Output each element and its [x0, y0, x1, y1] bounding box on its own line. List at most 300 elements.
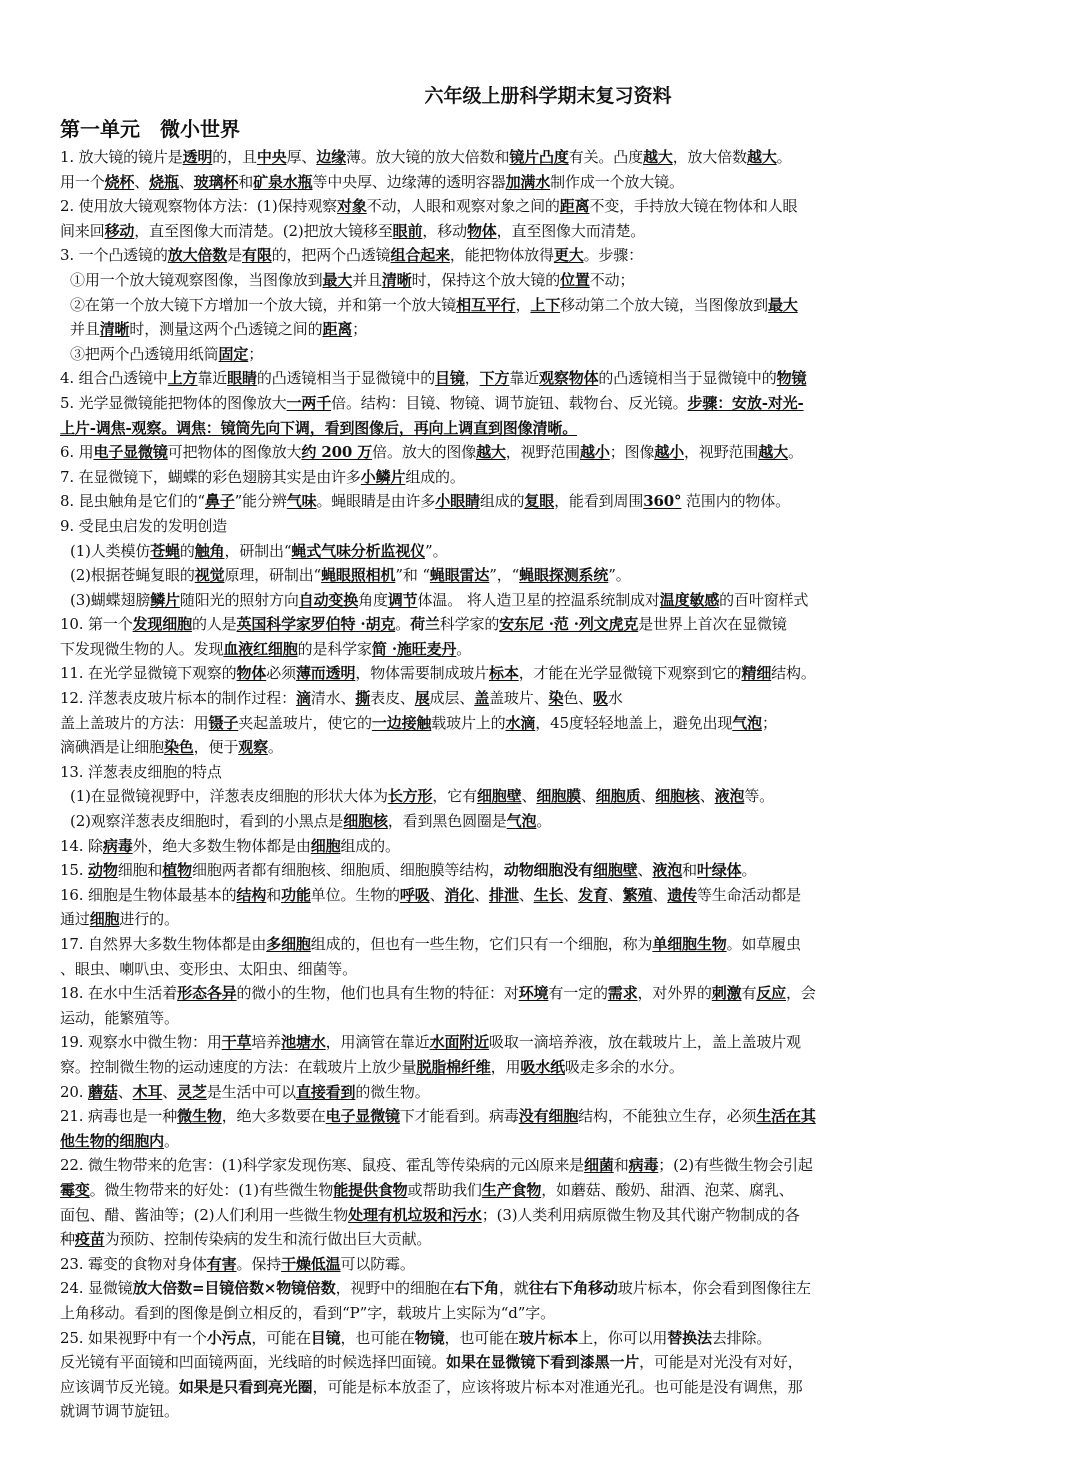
text-segment: ，可能是对光没有对好，	[639, 1353, 803, 1372]
text-segment: 是生活中可以	[206, 1082, 296, 1101]
keyword: 气泡	[506, 812, 537, 831]
keyword: 清晰	[99, 320, 130, 339]
text-line	[60, 1350, 1036, 1375]
keyword: 染色	[163, 738, 194, 757]
text-segment: 。	[536, 812, 552, 831]
text-segment: 3. 一个凸透镜的	[60, 246, 168, 265]
keyword: 观察	[238, 738, 268, 757]
keyword: 蝇式气味分析监视仪	[291, 541, 426, 560]
keyword: 镜片凸度	[509, 148, 569, 166]
text-line	[60, 563, 1036, 588]
keyword: 反应	[756, 984, 787, 1003]
text-line	[60, 391, 1036, 416]
text-segment: 18. 在水中生活着	[60, 984, 178, 1003]
text-line	[60, 1006, 1036, 1031]
keyword: 薄而透明	[295, 664, 356, 683]
text-segment: (1)在显微镜视野中，洋葱表皮细胞的形状大体为	[70, 787, 388, 806]
keyword: 展	[414, 689, 430, 708]
keyword: 苍蝇	[150, 541, 180, 560]
text-segment: 玻片标本，你会看到图像往左	[617, 1279, 811, 1298]
keyword: 物体	[236, 664, 267, 683]
keyword: 气泡	[732, 713, 762, 732]
text-segment: 15.	[60, 861, 89, 880]
keyword: 脱脂棉纤维	[416, 1057, 491, 1076]
text-segment: 右下角	[454, 1279, 499, 1298]
keyword: 生长	[533, 885, 564, 904]
keyword: 加满水	[505, 172, 551, 191]
text-segment: 25. 如果视野中有一个	[60, 1328, 207, 1347]
keyword: 单细胞生物	[652, 935, 727, 953]
text-segment: 11. 在光学显微镜下观察的	[60, 664, 237, 683]
text-segment: 的凸透镜相当于显微镜中的	[598, 369, 777, 388]
keyword: 细胞壁	[476, 787, 522, 806]
text-segment: ，可能是标本放歪了，应该将玻片标本对准通光孔。也可能是没有调焦，那	[312, 1377, 803, 1396]
text-segment: 如果在显微镜下看到漆黑一片	[446, 1353, 640, 1372]
text-line	[60, 1399, 1036, 1424]
text-segment: ，绝大多数要在	[221, 1107, 326, 1126]
text-segment: 组成的	[479, 492, 525, 511]
text-segment: ”。	[425, 541, 448, 560]
text-segment: 科学家的	[439, 615, 500, 634]
text-segment: ，视野范围	[505, 443, 581, 462]
text-segment: (2)根据苍蝇复眼的	[70, 566, 195, 585]
text-segment: 或帮助我们	[407, 1180, 482, 1199]
text-segment: 吸走多余的水分。	[564, 1057, 684, 1076]
text-line	[60, 711, 1036, 736]
text-line	[60, 268, 1036, 293]
keyword: 相互平行	[456, 295, 516, 314]
keyword: 细菌	[584, 1156, 614, 1175]
text-segment: 用一个	[60, 172, 105, 191]
text-segment: 。微生物带来的好处：(1)有些微生物	[89, 1180, 334, 1199]
text-segment: ”和 “	[395, 566, 430, 585]
keyword: 细胞膜	[536, 787, 581, 806]
keyword: 固定	[218, 344, 249, 363]
text-segment: ，研制出“	[224, 541, 292, 560]
keyword: 放大倍数	[167, 246, 228, 265]
keyword: 蘑菇	[88, 1082, 118, 1101]
keyword: 生产食物	[481, 1180, 542, 1199]
text-line	[60, 1104, 1036, 1129]
text-segment: 6. 用	[60, 443, 94, 462]
text-segment: 物镜	[414, 1328, 445, 1347]
keyword: 处理有机垃圾和污水	[348, 1205, 482, 1224]
text-segment: ，	[515, 295, 531, 314]
keyword: 距离	[322, 320, 353, 339]
keyword: 更大	[553, 246, 584, 265]
keyword: 位置	[560, 270, 590, 289]
text-segment: 可以防霉。	[340, 1254, 415, 1273]
text-segment: ，它有	[432, 787, 477, 806]
text-segment: ”，“	[489, 566, 520, 585]
text-segment: 原理，研制出“	[224, 566, 322, 585]
keyword: 简 ·施旺麦丹	[371, 639, 457, 658]
text-segment: ”。	[608, 566, 631, 585]
text-line	[60, 194, 1036, 219]
text-segment: 、	[117, 1082, 133, 1101]
text-segment: 细胞两者都有细胞核、细胞质、细胞膜等结构，	[192, 861, 504, 880]
keyword: 矿泉水瓶	[253, 172, 313, 191]
text-segment: 外，绝大多数生物体都是由	[132, 836, 311, 855]
text-segment: ，能把物体放得	[449, 246, 554, 265]
text-line	[60, 1252, 1036, 1277]
text-segment: 盖玻片、	[489, 689, 549, 708]
text-line	[60, 1055, 1036, 1080]
keyword: 小眼睛	[435, 492, 480, 511]
text-segment: 下发现微生物的人。发现	[60, 639, 224, 658]
text-line	[60, 366, 1036, 391]
keyword: 鳞片	[150, 590, 180, 609]
text-segment: (1)人类模仿	[70, 541, 151, 560]
text-segment: 往右下角移动	[528, 1279, 618, 1298]
text-segment: 角度	[358, 590, 388, 609]
keyword: 标本	[489, 664, 519, 683]
keyword: 结构	[236, 885, 267, 904]
text-segment: 培养	[251, 1033, 282, 1052]
text-segment: ，用	[490, 1057, 521, 1076]
keyword: 英国科学家罗伯特 ·胡克	[236, 615, 396, 634]
text-segment: 组成的。	[405, 467, 465, 486]
text-line	[60, 1129, 1036, 1154]
keyword: 病毒	[628, 1156, 659, 1175]
text-segment: 、	[640, 787, 656, 806]
text-segment: 清水、	[310, 689, 356, 708]
keyword: 眼睛	[227, 369, 257, 388]
text-segment: 如果是只看到亮光圈	[178, 1377, 313, 1396]
keyword: 木耳	[132, 1082, 163, 1101]
text-segment: 随阳光的照射方向	[179, 590, 299, 609]
keyword: 移动	[104, 221, 135, 240]
text-segment: 体温。 将人造卫星的控温系统制成对	[417, 590, 660, 609]
text-segment: 小污点	[206, 1328, 252, 1347]
text-segment: 。	[456, 639, 472, 658]
text-segment: 结构，不能独立生存，必须	[578, 1107, 757, 1126]
keyword: 360°	[643, 492, 682, 511]
keyword: 蝇眼探测系统	[519, 566, 609, 585]
keyword: 物镜	[776, 369, 807, 388]
keyword: 消化	[444, 885, 475, 904]
text-segment: ，才能在光学显微镜下观察到它的	[518, 664, 742, 683]
keyword: 液泡	[652, 861, 683, 880]
keyword: 一两千	[286, 393, 332, 412]
keyword: 组合起来	[390, 246, 450, 265]
text-segment: ；(3)人类利用病原微生物及其代谢产物制成的各	[481, 1205, 800, 1224]
text-line	[60, 981, 1036, 1006]
keyword: 越大	[643, 148, 673, 166]
text-segment: 种	[60, 1230, 75, 1249]
text-segment: ，用滴管在靠近	[325, 1033, 430, 1052]
text-segment: 成层、	[429, 689, 475, 708]
text-segment: 。如草履虫	[726, 935, 801, 953]
text-segment: 22. 微生物带来的危害：(1)科学家发现伤寒、鼠疫、霍乱等传染病的元凶原来是	[60, 1156, 585, 1175]
text-segment: 17. 自然界大多数生物体都是由	[60, 935, 267, 953]
text-segment: 的百叶窗样式	[719, 590, 809, 609]
text-segment: 的是科学家	[297, 639, 372, 658]
text-segment: ，直至图像大而清楚。	[496, 221, 646, 240]
keyword: 刺激	[711, 984, 742, 1003]
keyword: 植物	[162, 861, 192, 880]
text-line	[60, 957, 1036, 982]
keyword: 自动变换	[298, 590, 359, 609]
text-segment: 23. 霉变的食物对身体	[60, 1254, 207, 1273]
text-segment: 16. 细胞是生物体最基本的	[60, 885, 237, 904]
text-segment: 就调节调节旋钮。	[60, 1402, 179, 1421]
text-segment: ，可能在	[251, 1328, 311, 1347]
text-line	[60, 907, 1036, 932]
text-segment: 10. 第一个	[60, 615, 133, 634]
keyword: 液泡	[714, 787, 745, 806]
text-segment: 的凸透镜相当于显微镜中的	[256, 369, 436, 388]
keyword: 呼吸	[399, 885, 430, 904]
text-segment: 、	[699, 787, 715, 806]
keyword: 越大	[746, 148, 777, 166]
text-segment: 不变，手持放大镜在物体和人眼	[589, 197, 798, 216]
keyword: 细胞核	[655, 787, 700, 806]
text-segment: 应该调节反光镜。	[60, 1377, 179, 1396]
text-segment: 、	[637, 861, 653, 880]
keyword: 有害	[206, 1254, 237, 1273]
text-segment: 不动；	[589, 270, 635, 289]
text-segment: 、眼虫、喇叭虫、变形虫、太阳虫、细菌等。	[60, 959, 358, 978]
keyword: 长方形	[387, 787, 433, 806]
text-segment: 并且	[70, 320, 100, 339]
keyword: 烧瓶	[149, 172, 179, 191]
text-segment: ；	[248, 344, 264, 363]
keyword: 细胞壁	[592, 861, 638, 880]
text-line	[60, 1326, 1036, 1351]
text-segment: 、	[607, 885, 623, 904]
keyword: 吸水纸	[520, 1057, 565, 1076]
keyword: 安东尼 ·范 ·列文虎克	[499, 615, 639, 634]
text-segment: 载玻片上的	[431, 713, 506, 732]
text-segment: 上，你可以用	[578, 1328, 668, 1347]
keyword: 越小	[580, 443, 610, 462]
text-segment: 。	[741, 861, 757, 880]
keyword: 越小	[654, 443, 685, 462]
text-segment: 夹起盖玻片，使它的	[238, 713, 372, 732]
text-segment: 14. 除	[60, 836, 103, 855]
text-line	[60, 735, 1036, 760]
text-segment: 和	[238, 172, 254, 191]
text-segment: 。	[267, 738, 283, 757]
text-segment: 、	[429, 885, 445, 904]
text-line	[60, 293, 1036, 318]
text-line	[60, 489, 1036, 514]
text-segment: 通过	[60, 910, 90, 929]
keyword: 观察物体	[539, 369, 599, 388]
text-segment: 去排除。	[711, 1328, 772, 1347]
text-segment: ，直至图像大而清楚。(2)把放大镜移至	[134, 221, 393, 240]
keyword: 撕	[355, 689, 371, 708]
text-segment: 时，测量这两个凸透镜之间的	[129, 320, 323, 339]
keyword: 有限	[242, 246, 272, 265]
text-line	[60, 1080, 1036, 1105]
text-segment: 2. 使用放大镜观察物体方法：(1)保持观察	[60, 197, 338, 216]
text-segment: 下才能看到。病毒	[399, 1107, 519, 1126]
text-segment: ，能看到周围	[554, 492, 644, 511]
keyword: 细胞	[89, 910, 120, 929]
keyword: 对象	[337, 197, 367, 216]
keyword: 最大	[767, 295, 798, 314]
text-segment: 察。控制微生物的运动速度的方法：在载玻片上放少量	[60, 1057, 417, 1076]
keyword: 距离	[559, 197, 590, 216]
text-segment: 进行的。	[119, 910, 179, 929]
keyword: 下方	[479, 369, 510, 388]
keyword: 电子显微镜	[325, 1107, 400, 1126]
text-segment: 单位。生物的	[310, 885, 400, 904]
text-segment: 24. 显微镜	[60, 1279, 133, 1298]
keyword: 触角	[194, 541, 225, 560]
keyword: 电子显微镜	[93, 443, 168, 462]
text-segment: 。	[776, 148, 792, 166]
text-segment: ，物体需要制成玻片	[355, 664, 489, 683]
keyword: 一边接触	[371, 713, 432, 732]
text-segment: 制作成一个放大镜。	[550, 172, 684, 191]
keyword: 中央	[256, 148, 287, 166]
keyword: 生活在其	[756, 1107, 816, 1126]
keyword: 玻璃杯	[193, 172, 239, 191]
text-segment: 上角移动。看到的图像是倒立相反的，看到“P”字，载玻片上实际为“d”字。	[60, 1303, 555, 1322]
keyword: 霉变	[60, 1180, 90, 1199]
text-segment: 范围内的物体。	[681, 492, 790, 511]
keyword: 他生物的细胞内	[60, 1131, 164, 1150]
text-segment: ；图像	[609, 443, 655, 462]
keyword: 直接看到	[295, 1082, 356, 1101]
text-segment: ，看到黑色圆圈是	[387, 812, 507, 831]
text-segment: 靠近	[509, 369, 540, 388]
text-line	[60, 1301, 1036, 1326]
keyword: 环境	[518, 984, 549, 1003]
keyword: 水面附近	[429, 1033, 490, 1052]
text-segment: ，会	[786, 984, 816, 1003]
text-segment: ；	[761, 713, 777, 732]
keyword: 池塘水	[281, 1033, 326, 1052]
keyword: 多细胞	[266, 935, 311, 953]
keyword: 形态各异	[177, 984, 237, 1003]
text-segment: 是	[227, 246, 242, 265]
keyword: 越大	[476, 443, 506, 462]
text-line	[60, 858, 1036, 883]
keyword: 需求	[607, 984, 638, 1003]
text-segment: 倍。结构：目镜、物镜、调节旋钮、载物台、反光镜。	[331, 393, 688, 412]
text-segment: 13. 洋葱表皮细胞的特点	[60, 762, 222, 781]
keyword: 约 200 万	[301, 443, 373, 462]
text-segment: 盖上盖玻片的方法：用	[60, 713, 209, 732]
text-segment: ，放大倍数	[672, 148, 747, 166]
text-segment: 时，保持这个放大镜的	[411, 270, 561, 289]
text-segment: 的微生物。	[355, 1082, 430, 1101]
text-segment: 19. 观察水中微生物：用	[60, 1033, 222, 1052]
keyword: 目镜	[435, 369, 465, 388]
keyword: 上下	[530, 295, 561, 314]
text-segment: ，便于	[193, 738, 239, 757]
text-segment: 结构。	[771, 664, 816, 683]
text-line	[60, 416, 1036, 441]
keyword: 滴	[295, 689, 311, 708]
text-line	[60, 465, 1036, 490]
keyword: 盖	[474, 689, 490, 708]
text-segment: 21. 病毒也是一种	[60, 1107, 178, 1126]
keyword: 叶绿体	[696, 861, 742, 880]
text-segment: 目镜	[310, 1328, 341, 1347]
text-segment: 有一定的	[548, 984, 608, 1003]
keyword: 边缘	[316, 148, 346, 166]
text-segment: 可把物体的图像放大	[167, 443, 302, 462]
text-segment: 反光镜有平面镜和凹面镜两面，光线暗的时候选择凹面镜。	[60, 1353, 447, 1372]
text-segment: ，也可能在	[444, 1328, 519, 1347]
text-segment: 。	[395, 615, 411, 634]
text-segment: ，对外界的	[637, 984, 712, 1003]
text-line	[60, 1030, 1036, 1055]
text-segment: 组成的。	[340, 836, 400, 855]
keyword: 细胞	[310, 836, 341, 855]
keyword: 疫苗	[74, 1230, 105, 1249]
keyword: 烧杯	[104, 172, 135, 191]
text-segment: 12. 洋葱表皮玻片标本的制作过程：	[60, 689, 296, 708]
document-title: 六年级上册科学期末复习资料	[424, 85, 672, 107]
keyword: 细胞质	[595, 787, 641, 806]
text-segment: 吸取一滴培养液，放在载玻片上，盖上盖玻片观	[489, 1033, 801, 1052]
text-segment: ②在第一个放大镜下方增加一个放大镜，并和第一个放大镜	[70, 295, 457, 314]
text-segment: 、	[178, 172, 194, 191]
text-segment: 。步骤：	[583, 246, 643, 265]
text-line	[60, 145, 1036, 170]
text-line	[60, 1178, 1036, 1203]
keyword: 发育	[578, 885, 608, 904]
text-segment: ；	[352, 320, 368, 339]
text-line	[60, 170, 1036, 195]
keyword: 鼻子	[204, 492, 235, 511]
text-segment: 、	[563, 885, 579, 904]
text-segment: 面包、醋、酱油等；(2)人们利用一些微生物	[60, 1205, 349, 1224]
text-segment: 并且	[352, 270, 382, 289]
text-segment: 倍。放大的图像	[372, 443, 477, 462]
keyword: 眼前	[392, 221, 423, 240]
text-segment: 。蝇眼睛是由许多	[316, 492, 436, 511]
text-segment: 玻片标本	[518, 1328, 579, 1347]
keyword: 上片-调焦-观察。调焦：镜筒先向下调，看到图像后，再向上调直到图像清晰。	[60, 418, 578, 437]
text-segment: 荷兰	[410, 615, 440, 634]
keyword: 细胞核	[343, 812, 388, 831]
text-line	[60, 1203, 1036, 1228]
unit-heading: 第一单元 微小世界	[60, 117, 240, 141]
text-segment: 和	[682, 861, 697, 880]
text-segment: 8. 昆虫触角是它们的“	[60, 492, 205, 511]
text-line	[60, 440, 1036, 465]
text-line	[60, 1375, 1036, 1400]
keyword: 越大	[758, 443, 788, 462]
text-segment: 的人是	[191, 615, 237, 634]
keyword: 微生物	[177, 1107, 222, 1126]
keyword: 步骤：安放-对光-	[687, 393, 804, 412]
text-segment: 20.	[60, 1082, 89, 1101]
text-line	[60, 834, 1036, 859]
keyword: 干燥低温	[281, 1254, 341, 1273]
text-line	[60, 1227, 1036, 1252]
text-segment: 动物细胞没有	[503, 861, 593, 880]
text-line	[60, 760, 1036, 785]
text-line	[60, 219, 1036, 244]
document-body	[60, 145, 1036, 1424]
text-segment: 等。	[744, 787, 775, 806]
keyword: 小鳞片	[360, 467, 406, 486]
text-segment: 、	[580, 787, 596, 806]
keyword: 功能	[281, 885, 311, 904]
text-segment: 厚、	[286, 148, 317, 166]
text-segment: 、	[518, 885, 534, 904]
keyword: 视觉	[194, 566, 225, 585]
text-segment: 、	[521, 787, 537, 806]
